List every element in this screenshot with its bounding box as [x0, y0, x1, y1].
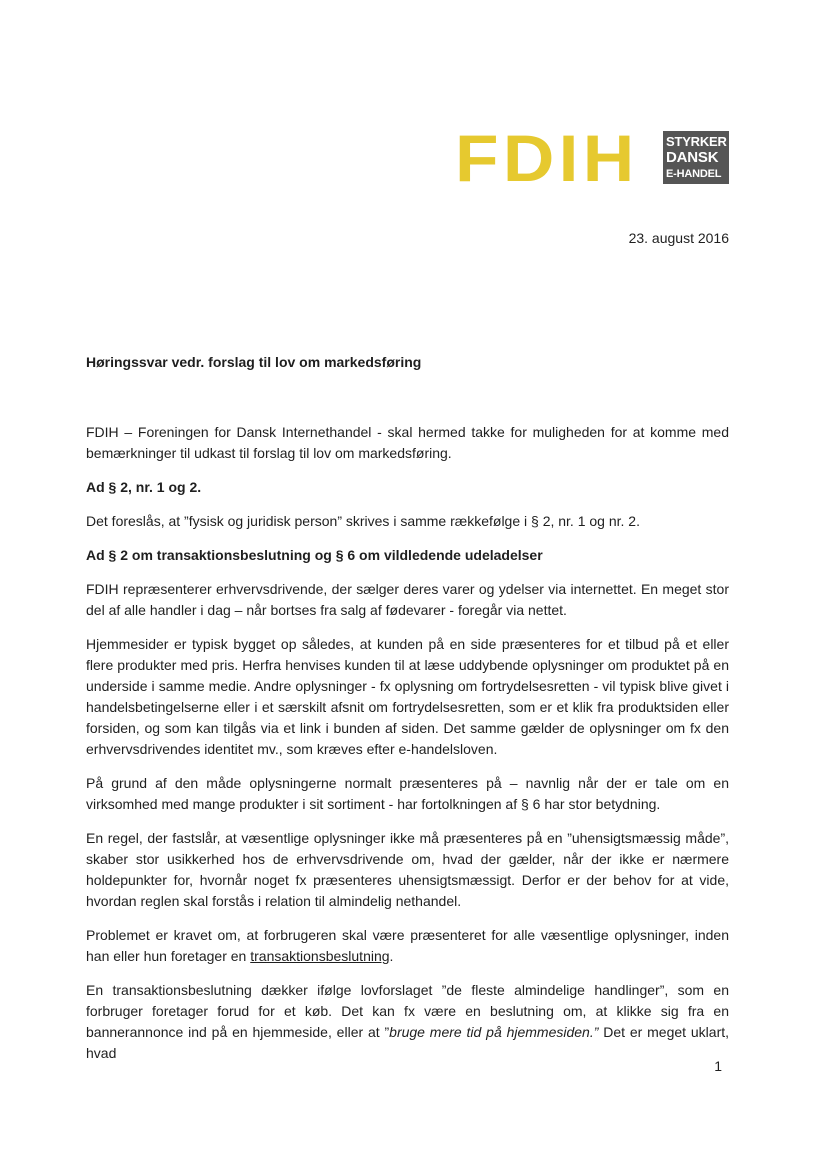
section1-paragraph: Det foreslås, at ”fysisk og juridisk person” skrives i samme rækkefølge i § 2, nr. 1 og nr. 2. [86, 513, 640, 529]
page-number: 1 [714, 1058, 722, 1074]
document-body [86, 352, 729, 1077]
logo-wordmark: FDIH [455, 121, 639, 195]
section2-paragraph-1: FDIH repræsenterer erhvervsdrivende, der sælger deres varer og ydelser via internettet. En meget stor del af alle handler i dag – når bortses fra salg af fødevarer - foregår via nettet. [86, 581, 729, 618]
intro-paragraph: FDIH – Foreningen for Dansk Internethandel - skal hermed takke for muligheden for at komme med bemærkninger til udkast til forslag til lov om markedsføring. [86, 424, 729, 461]
paragraph-6-end: Det er meget uklart, hvad [86, 1024, 730, 1061]
section2-paragraph-2: Hjemmesider er typisk bygget op således, at kunden på en side præsenteres for et tilbud på et eller flere produkter med pris. Herfra henvises kunden til at læse uddybende oplysninger om produktet på en underside i samme medie. Andre oplysninger - fx oplysning om fortrydelsesretten - vil typisk blive givet i handelsbetingelserne eller i et særskilt afsnit om fortrydelsesretten, som er et klik fra produktsiden eller forsiden, og som kan tilgås via et link i bunden af siden. Det samme gælder de oplysninger om fx den erhvervsdrivendes identitet mv., som kræves efter e-handelsloven. [86, 636, 729, 757]
paragraph-5-end: . [389, 948, 394, 964]
underlined-term: transaktionsbeslutning [250, 948, 390, 964]
logo-badge-line2: DANSK [666, 148, 719, 166]
section2-paragraph-3: På grund af den måde oplysningerne normalt præsenteres på – navnlig når der er tale om en virksomhed med mange produkter i sit sortiment - har fortolkningen af § 6 har stor betydning. [86, 775, 729, 812]
paragraph-6-text: En transaktionsbeslutning dækker ifølge lovforslaget ”de fleste almindelige handlinger”, som en forbruger foretager forud for et køb. Det kan fx være en beslutning om, at klikke sig fra en bannerannonce ind på en hjemmeside, eller at ” [86, 982, 729, 1040]
logo-badge-line3: E-HANDEL [666, 167, 722, 180]
logo-badge [663, 131, 729, 184]
logo-badge-line1: STYRKER [666, 133, 727, 149]
section-heading-2-6: Ad § 2 om transaktionsbeslutning og § 6 om vildledende udeladelser [86, 547, 543, 563]
section2-paragraph-5 [86, 925, 729, 967]
section2-paragraph-4: En regel, der fastslår, at væsentlige oplysninger ikke må præsenteres på en ”uhensigtsmæssig måde”, skaber stor usikkerhed hos de erhvervsdrivende om, hvad der gælder, når der ikke er nærmere holdepunkter for, hvornår noget fx præsenteres uhensigtsmæssigt. Derfor er der behov for at vide, hvordan reglen skal forstås i relation til almindelig nethandel. [86, 830, 729, 909]
italic-quote: bruge mere tid på hjemmesiden.” [389, 1024, 599, 1040]
document-date: 23. august 2016 [628, 230, 729, 246]
paragraph-5-text: Problemet er kravet om, at forbrugeren skal være præsenteret for alle væsentlige oplysninger, inden han eller hun foretager en [86, 927, 729, 964]
document-title: Høringssvar vedr. forslag til lov om markedsføring [86, 354, 422, 370]
section-heading-2-1-2: Ad § 2, nr. 1 og 2. [86, 479, 202, 495]
section2-paragraph-6 [86, 980, 729, 1064]
fdih-logo [455, 121, 727, 195]
